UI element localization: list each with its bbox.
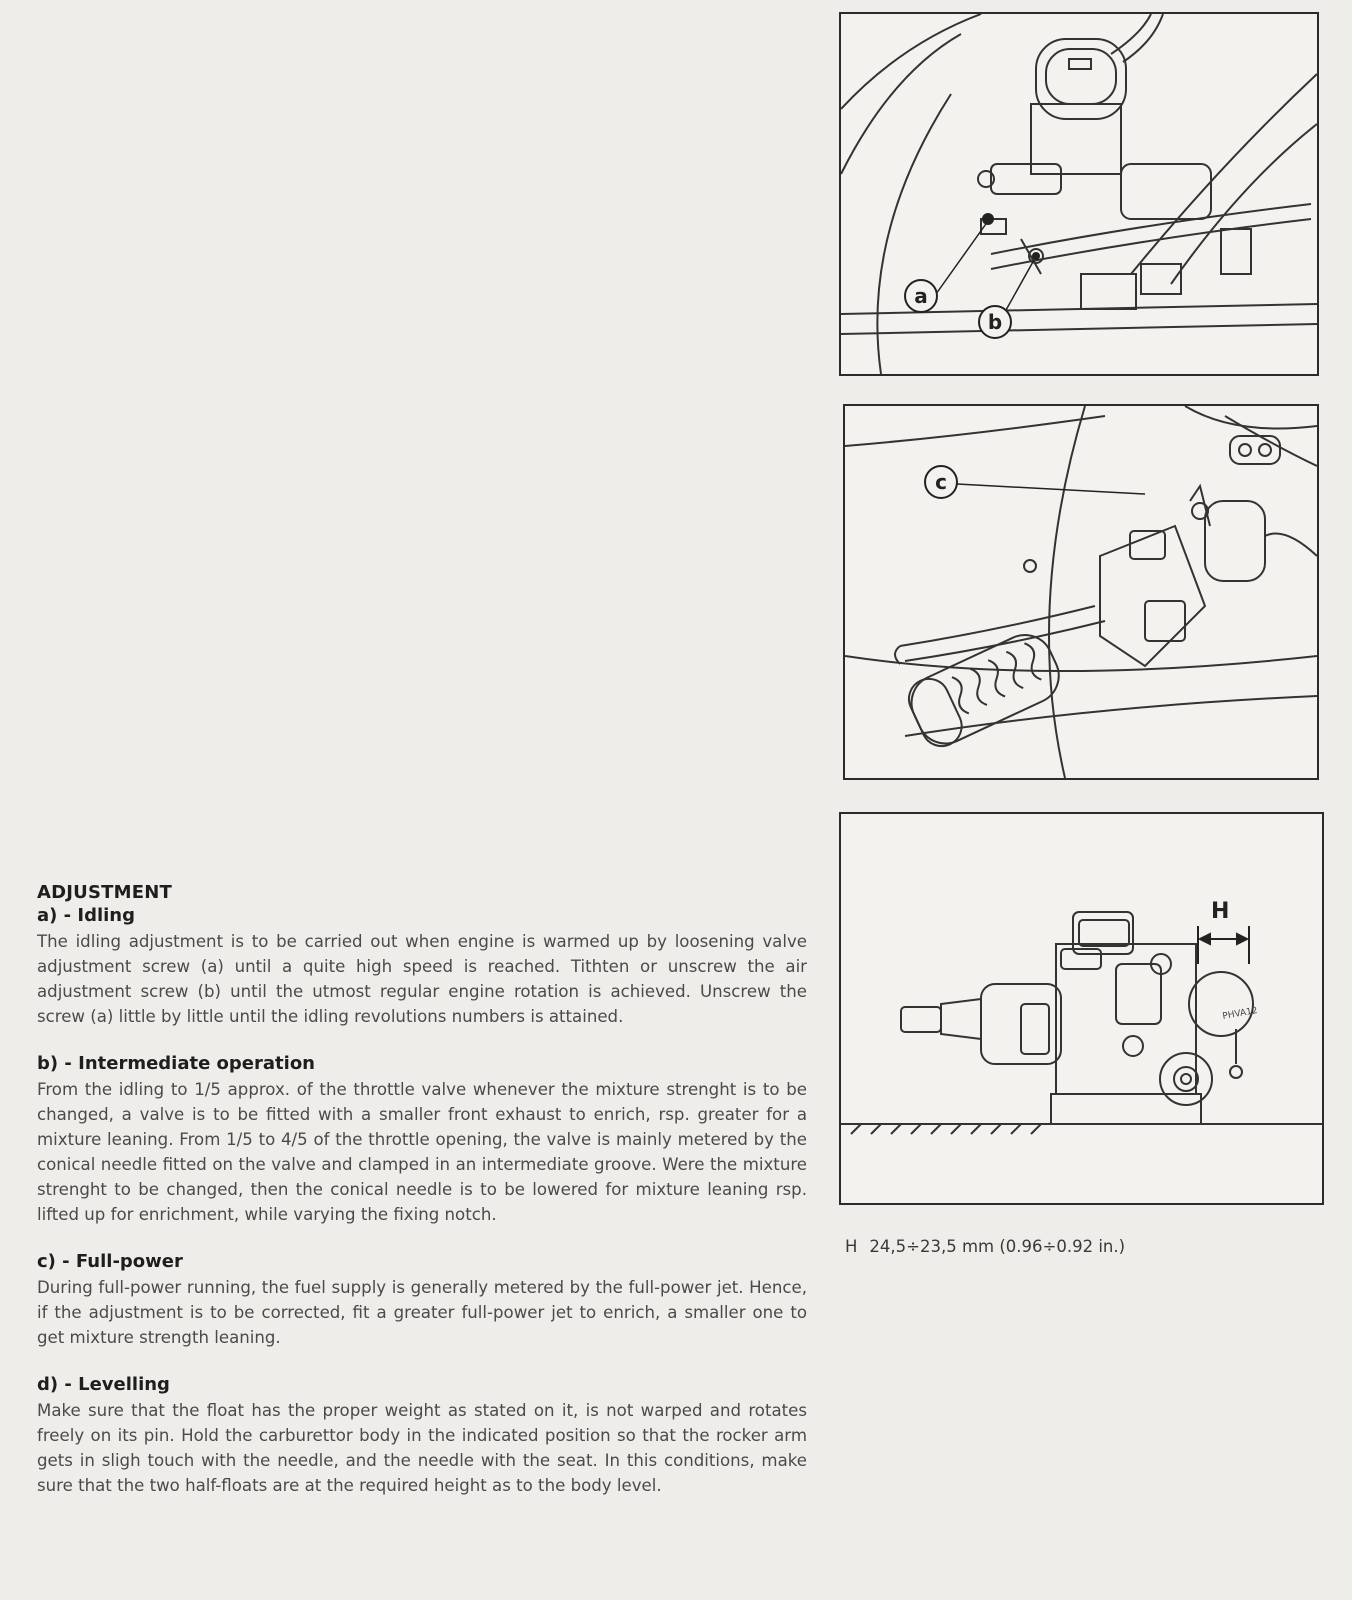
section-title: b) - Intermediate operation [37, 1053, 315, 1074]
adjustment-text [37, 882, 807, 1522]
callout-a: a [914, 284, 928, 308]
stamp-text: PHVA12 [1221, 1005, 1259, 1022]
section-body: During full-power running, the fuel supply is generally metered by the full-power jet. Hence, if the adjustment is to be corrected, fit a greater full-power jet to enrich, a smaller one to get mixture strength leaning. [37, 1278, 807, 1347]
callout-c: c [935, 470, 947, 494]
page-heading: ADJUSTMENT [37, 882, 172, 903]
figure-float-level [839, 812, 1324, 1205]
figure-caption [845, 1237, 1125, 1256]
section-intermediate [37, 1053, 807, 1227]
section-body: Make sure that the float has the proper weight as stated on it, is not warped and rotates freely on its pin. Hold the carburettor body in the indicated position so that the rocker arm gets in sligh touch with the needle, and the needle with the seat. In this conditions, make sure that the two half-floats are at the required height as to the body level. [37, 1401, 807, 1495]
choke-lever-illustration [845, 406, 1317, 778]
figure-idle-screws [839, 12, 1319, 376]
callout-b: b [987, 310, 1003, 334]
section-body: From the idling to 1/5 approx. of the throttle valve whenever the mixture strenght is to be changed, a valve is to be fitted with a smaller front exhaust to enrich, rsp. greater for a mixture leaning. From 1/5 to 4/5 of the throttle opening, the valve is mainly metered by the conical needle fitted on the valve and clamped in an intermediate groove. Were the mixture strenght to be changed, then the conical needle is to be lowered for mixture leaning rsp. lifted up for enrichment, while varying the fixing notch. [37, 1080, 807, 1224]
figure-choke-lever [843, 404, 1319, 780]
section-levelling [37, 1374, 807, 1498]
section-title: a) - Idling [37, 905, 135, 926]
section-body: The idling adjustment is to be carried out when engine is warmed up by loosening valve adjustment screw (a) until a quite high speed is reached. Tithten or unscrew the air adjustment screw (b) until the utmost regular engine rotation is achieved. Unscrew the screw (a) little by little until the idling revolutions numbers is attained. [37, 932, 807, 1026]
section-title: c) - Full-power [37, 1251, 183, 1272]
section-title: d) - Levelling [37, 1374, 170, 1395]
caption-value: 24,5÷23,5 mm (0.96÷0.92 in.) [869, 1237, 1126, 1256]
dimension-h-label: H [1211, 899, 1230, 924]
float-level-illustration [841, 814, 1322, 1203]
section-idling [37, 905, 807, 1029]
section-full-power [37, 1251, 807, 1350]
idle-screws-illustration [841, 14, 1317, 374]
caption-label: H [845, 1237, 858, 1256]
